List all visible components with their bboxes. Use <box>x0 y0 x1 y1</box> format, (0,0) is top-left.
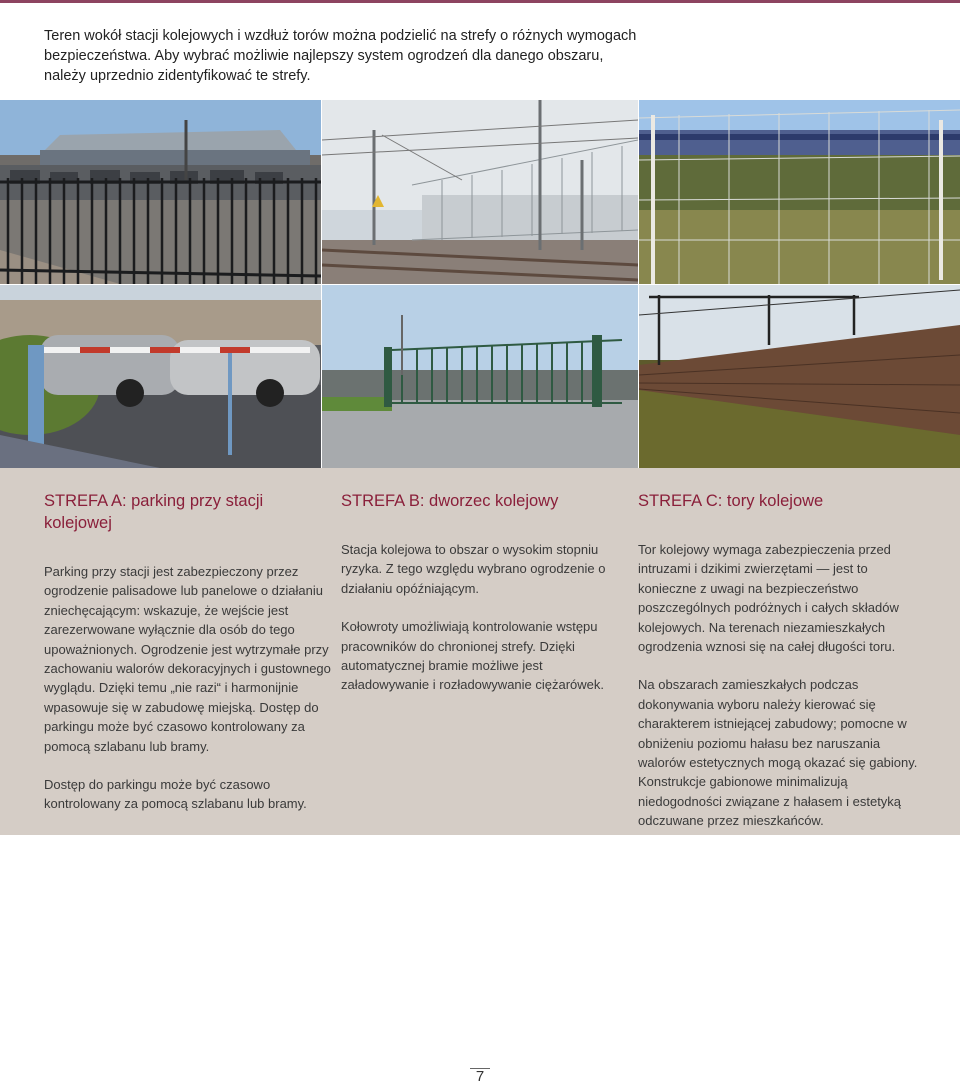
zone-c-paragraph-1: Tor kolejowy wymaga zabezpieczenia przed intruzami i dzikimi zwierzętami — jest to konieczne z uwagi na bezpieczeństwo poszczególnych podróżnych i całych składów kolejowych. Na terenach niezamieszkałych ogrodzenia wznosi się na całej długości toru. <box>638 542 899 655</box>
photo-parking-barrier <box>0 285 321 468</box>
zone-a-column <box>44 490 334 814</box>
photo-station-mesh-fence <box>322 100 638 284</box>
zone-c-title: STREFA C: tory kolejowe <box>638 492 824 510</box>
zone-b-title: STREFA B: dworzec kolejowy <box>341 492 559 510</box>
photo-gabion-wall <box>639 285 960 468</box>
zone-b-paragraph-1: Stacja kolejowa to obszar o wysokim stopniu ryzyka. Z tego względu wybrano ogrodzenie o działaniu opóźniającym. <box>341 542 606 596</box>
zone-b-paragraph-2: Kołowroty umożliwiają kontrolowanie wstępu pracowników do chronionej strefy. Dzięki automatycznej bramie możliwe jest załadowywanie i rozładowywanie ciężarówek. <box>341 619 605 693</box>
photo-track-wire-fence <box>639 100 960 284</box>
intro-text: Teren wokół stacji kolejowych i wzdłuż torów można podzielić na strefy o różnych wymogach bezpieczeństwa. Aby wybrać możliwie najlepszy system ogrodzeń dla danego obszaru, należy uprzednio zidentyfikować te strefy. <box>44 28 637 84</box>
zone-a-paragraph-1: Parking przy stacji jest zabezpieczony przez ogrodzenie palisadowe lub panelowe o działaniu zniechęcającym: wskazuje, że wejście jest zarezerwowane wyłącznie dla osób do tego upoważnionych. Ogrodzenie jest wytrzymałe przy zachowaniu walorów dekoracyjnych i gustownego wyglądu. Dzięki temu „nie razi“ i harmonijnie wpasowuje się w zabudowę miejską. Dostęp do parkingu może być czasowo kontrolowany za pomocą szlabanu lub bramy. <box>44 564 331 754</box>
photo-sliding-gate <box>322 285 638 468</box>
zone-a-title: STREFA A: parking przy stacji kolejowej <box>44 492 264 532</box>
zone-a-paragraph-2: Dostęp do parkingu może być czasowo kontrolowany za pomocą szlabanu lub bramy. <box>44 777 307 812</box>
page-number: 7 <box>475 1068 485 1085</box>
top-rule <box>0 0 960 3</box>
zone-c-paragraph-2: Na obszarach zamieszkałych podczas dokonywania wyboru należy kierować się charakterem istniejącej zabudowy; pomocne w obniżeniu poziomu hałasu bez naruszania walorów estetycznych mogą okazać się gabiony. Konstrukcje gabionowe minimalizują niedogodności związane z hałasem i estetyką odczuwane przez mieszkańców. <box>638 677 918 829</box>
zone-c-column <box>638 490 928 831</box>
zone-b-column <box>341 490 631 695</box>
photo-parking-palisade-fence <box>0 100 321 284</box>
